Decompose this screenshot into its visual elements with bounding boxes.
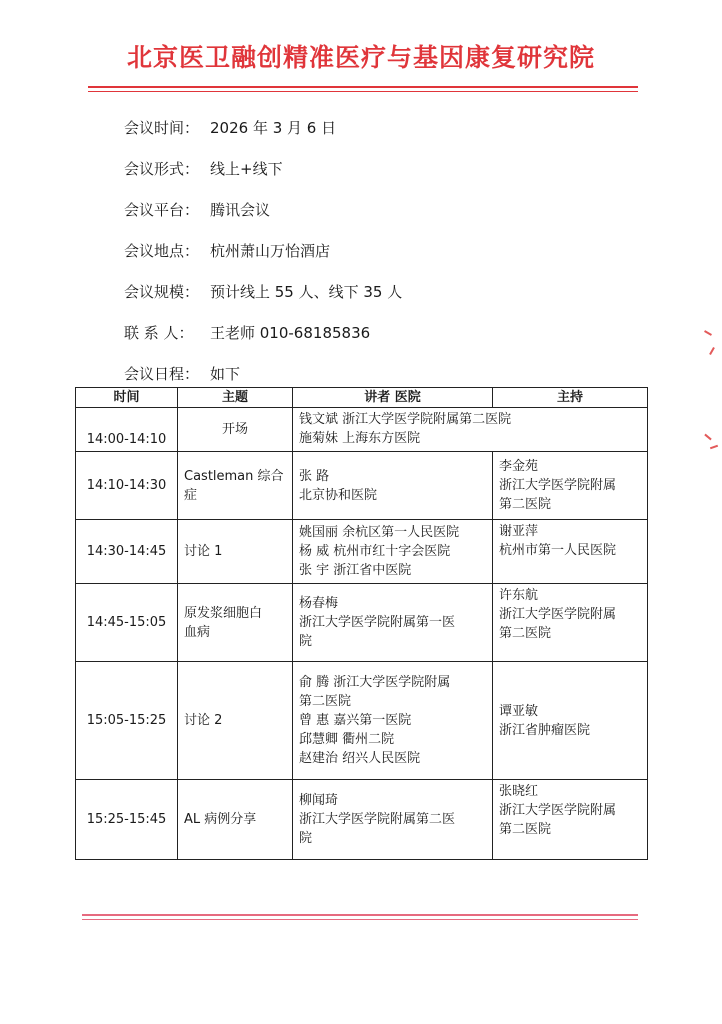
info-row-platform (124, 200, 402, 241)
margin-mark (709, 347, 715, 355)
cell-speakers (293, 452, 493, 520)
speaker-line: 浙江大学医学院附属第二医 (299, 812, 456, 827)
info-label: 会议形式： (124, 160, 200, 178)
host-line: 浙江大学医学院附属 (499, 607, 617, 622)
letterhead-rule-thin (88, 91, 638, 92)
topic-line: 原发浆细胞白 (184, 605, 263, 621)
table-row (76, 408, 648, 452)
margin-mark (704, 434, 711, 441)
cell-host (493, 584, 648, 662)
info-label: 会议时间： (124, 119, 200, 137)
info-value: 杭州萧山万怡酒店 (210, 242, 331, 260)
cell-topic (178, 662, 293, 780)
cell-time: 15:25-15:45 (76, 780, 178, 860)
footer-rule-thick (82, 914, 638, 916)
host-line: 谭亚敏 (499, 703, 539, 719)
cell-time: 14:45-15:05 (76, 584, 178, 662)
table-row (76, 584, 648, 662)
info-label: 会议规模： (124, 283, 200, 301)
info-row-scale (124, 282, 402, 323)
topic-line: Castleman 综合 (184, 468, 284, 484)
cell-speakers (293, 408, 648, 452)
cell-host (493, 662, 648, 780)
cell-time: 14:10-14:30 (76, 452, 178, 520)
speaker-line: 赵建治 绍兴人民医院 (299, 751, 421, 766)
topic-line: 讨论 2 (184, 713, 223, 728)
cell-speakers (293, 780, 493, 860)
cell-host (493, 452, 648, 520)
cell-topic (178, 584, 293, 662)
info-label: 会议地点： (124, 242, 200, 260)
host-line: 第二医院 (499, 497, 552, 512)
speaker-line: 邱慧卿 衢州二院 (299, 732, 395, 747)
letterhead-rule-thick (88, 86, 638, 88)
host-line: 李金苑 (499, 459, 539, 474)
cell-topic (178, 408, 293, 452)
cell-host (493, 520, 648, 584)
speaker-line: 曾 惠 嘉兴第一医院 (299, 713, 412, 728)
cell-speakers (293, 584, 493, 662)
header-time: 时间 (76, 388, 178, 408)
header-topic: 主题 (178, 388, 293, 408)
topic-line: AL 病例分享 (184, 812, 257, 827)
host-line: 杭州市第一人民医院 (499, 543, 617, 558)
topic-line: 血病 (184, 624, 211, 640)
footer-rule-thin (82, 919, 638, 920)
topic-line: 讨论 1 (184, 544, 223, 559)
speaker-line: 院 (299, 634, 313, 649)
topic-line: 症 (184, 487, 198, 503)
info-value: 预计线上 55 人、线下 35 人 (210, 283, 403, 301)
info-row-location (124, 241, 402, 282)
cell-host (493, 780, 648, 860)
host-line: 浙江大学医学院附属 (499, 803, 617, 818)
speaker-line: 钱文斌 浙江大学医学院附属第二医院 (299, 412, 512, 427)
speaker-line: 俞 腾 浙江大学医学院附属 (299, 675, 451, 690)
info-value: 如下 (210, 365, 241, 383)
info-row-time (124, 118, 402, 159)
schedule-table (75, 387, 648, 860)
speaker-line: 杨 威 杭州市红十字会医院 (299, 544, 451, 559)
info-label: 联 系 人： (124, 324, 194, 342)
speaker-line: 施菊妹 上海东方医院 (299, 431, 421, 446)
table-row (76, 520, 648, 584)
speaker-line: 柳闻琦 (299, 793, 339, 808)
cell-topic (178, 780, 293, 860)
speaker-line: 院 (299, 831, 313, 846)
margin-mark (704, 330, 712, 336)
info-label: 会议平台： (124, 201, 200, 219)
host-line: 第二医院 (499, 822, 552, 837)
cell-speakers (293, 662, 493, 780)
table-row (76, 452, 648, 520)
cell-topic (178, 452, 293, 520)
cell-time: 15:05-15:25 (76, 662, 178, 780)
host-line: 张晓红 (499, 784, 539, 799)
info-value: 腾讯会议 (210, 201, 271, 219)
host-line: 浙江大学医学院附属 (499, 478, 617, 493)
host-line: 谢亚萍 (499, 524, 539, 539)
speaker-line: 张 路 (299, 468, 330, 484)
meeting-info (124, 118, 402, 405)
info-value: 线上+线下 (210, 160, 283, 178)
info-row-contact (124, 323, 402, 364)
table-row (76, 662, 648, 780)
speaker-line: 姚国丽 余杭区第一人民医院 (299, 525, 460, 540)
info-value: 王老师 010-68185836 (210, 324, 371, 342)
info-label: 会议日程： (124, 365, 200, 383)
topic-line: 开场 (221, 422, 248, 437)
schedule-header-row (76, 388, 648, 408)
cell-speakers (293, 520, 493, 584)
speaker-line: 张 宇 浙江省中医院 (299, 563, 412, 578)
cell-time: 14:00-14:10 (76, 408, 178, 452)
info-row-format (124, 159, 402, 200)
speaker-line: 浙江大学医学院附属第一医 (299, 615, 456, 630)
host-line: 许东航 (499, 588, 539, 603)
host-line: 浙江省肿瘤医院 (499, 722, 591, 738)
cell-topic (178, 520, 293, 584)
host-line: 第二医院 (499, 626, 552, 641)
header-host: 主持 (493, 388, 648, 408)
table-row (76, 780, 648, 860)
margin-mark (710, 445, 718, 450)
speaker-line: 第二医院 (299, 694, 352, 709)
speaker-line: 北京协和医院 (299, 487, 378, 503)
header-speakers: 讲者 医院 (293, 388, 493, 408)
letterhead-title: 北京医卫融创精准医疗与基因康复研究院 (126, 43, 595, 72)
cell-time: 14:30-14:45 (76, 520, 178, 584)
speaker-line: 杨春梅 (299, 596, 339, 611)
info-value: 2026 年 3 月 6 日 (210, 119, 337, 137)
